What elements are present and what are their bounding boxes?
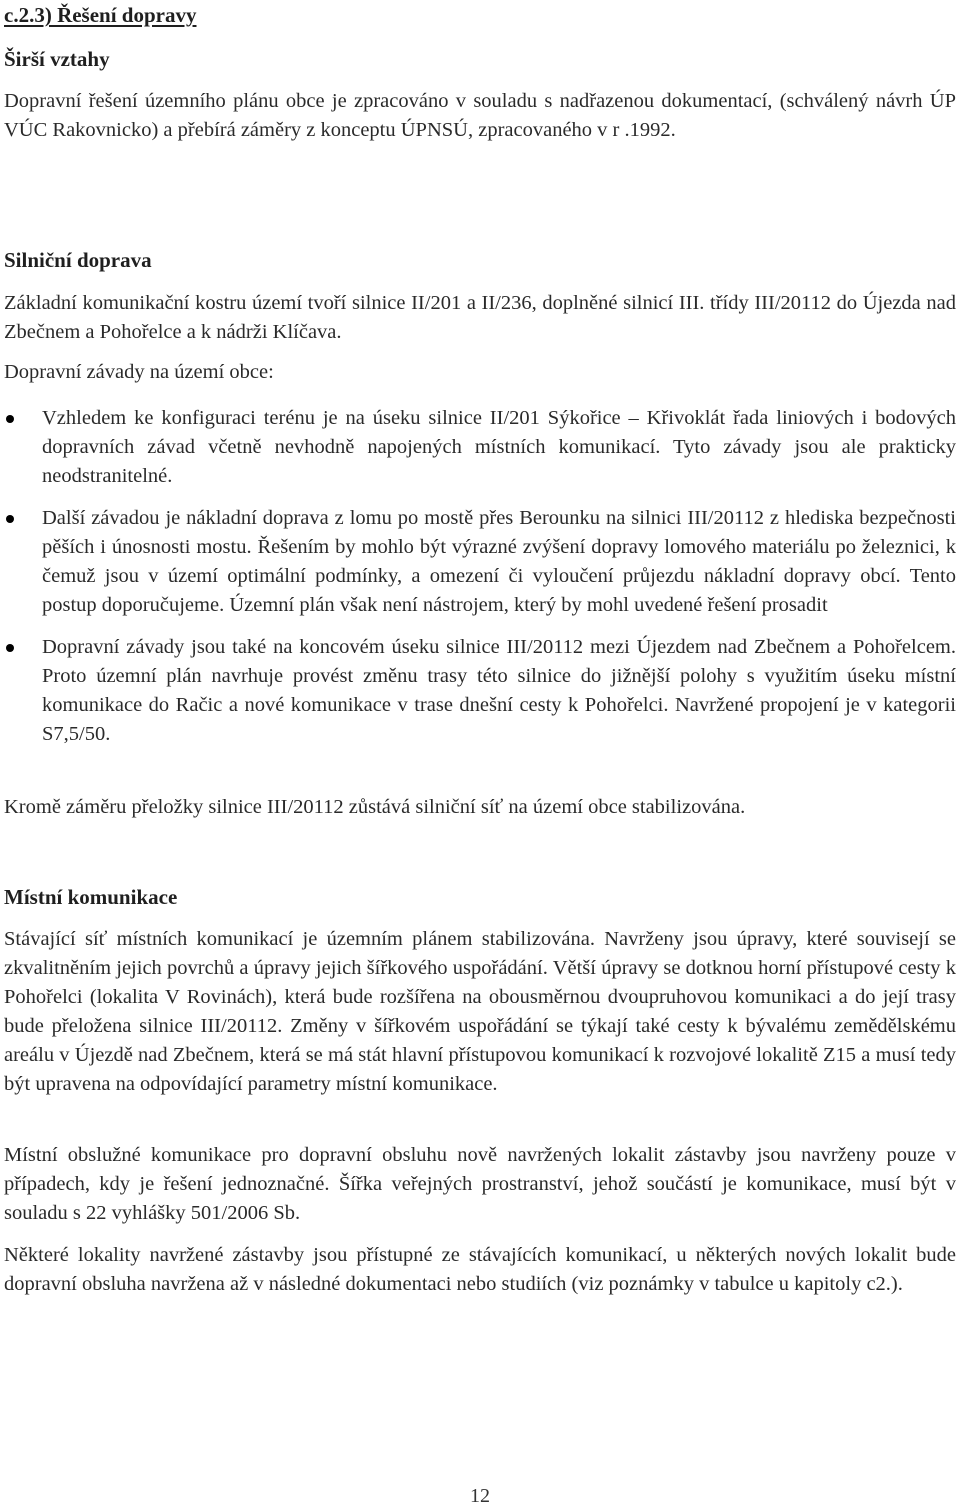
defects-list xyxy=(4,404,956,749)
road-transport-closing: Kromě záměru přeložky silnice III/20112 zůstává silniční síť na území obce stabilizována. xyxy=(4,796,746,818)
list-item xyxy=(4,504,956,620)
list-item xyxy=(4,404,956,491)
defects-label: Dopravní závady na území obce: xyxy=(4,361,274,383)
local-roads-paragraph-1: Stávající síť místních komunikací je územním plánem stabilizována. Navrženy jsou úpravy, které souvisejí se zkvalitněním jejich povrchů a úpravy jejich šířkového uspořádání. Větší úpravy se dotknou horní přístupové cesty k Pohořelci (lokalita V Rovinách), která bude rozšířena na obousměrnou dvoupruhovou komunikaci a do její trasy bude přeložena silnice III/20112. Změny v šířkovém uspořádání se týkají také cesty k bývalému zemědělskému areálu v Újezdě nad Zbečnem, která se má stát hlavní přístupovou komunikací k rozvojové lokalitě Z15 a musí tedy být upravena na odpovídající parametry místní komunikace. xyxy=(4,928,956,1095)
list-item xyxy=(4,633,956,749)
section-heading: c.2.3) Řešení dopravy xyxy=(4,3,197,27)
list-item-text: Dopravní závady jsou také na koncovém úseku silnice III/20112 mezi Újezdem nad Zbečnem a Pohořelcem. Proto územní plán navrhuje provést změnu trasy této silnice do jižnější polohy s využitím úseku místní komunikace do Račic a nové komunikace v trase dnešní cesty k Pohořelci. Navržené propojení je v kategorii S7,5/50. xyxy=(42,636,956,745)
bullet-icon xyxy=(6,515,14,523)
page-number: 12 xyxy=(470,1485,490,1507)
list-item-text: Další závadou je nákladní doprava z lomu po mostě přes Berounku na silnici III/20112 z hlediska bezpečnosti pěších i únosnosti mostu. Řešením by mohlo být výrazné zvýšení dopravy lomového materiálu po železnici, k čemuž jsou v území optimální podmínky, a omezení či vyloučení průjezdu nákladní dopravy obcí. Tento postup doporučujeme. Územní plán však není nástrojem, který by mohl uvedené řešení prosadit xyxy=(42,507,956,616)
road-transport-intro: Základní komunikační kostru území tvoří silnice II/201 a II/236, doplněné silnicí III. třídy III/20112 do Újezda nad Zbečnem a Pohořelce a k nádrži Klíčava. xyxy=(4,292,956,343)
local-roads-paragraph-2: Místní obslužné komunikace pro dopravní obsluhu nově navržených lokalit zástavby jsou navrženy pouze v případech, kdy je řešení jednoznačné. Šířka veřejných prostranství, jehož součástí je komunikace, musí být v souladu s 22 vyhlášky 501/2006 Sb. xyxy=(4,1144,956,1224)
list-item-text: Vzhledem ke konfiguraci terénu je na úseku silnice II/201 Sýkořice – Křivoklát řada liniových i bodových dopravních závad včetně nevhodně napojených místních komunikací. Tyto závady jsou ale prakticky neodstranitelné. xyxy=(42,407,956,487)
bullet-icon xyxy=(6,644,14,652)
local-roads-heading: Místní komunikace xyxy=(4,885,178,909)
wider-relations-heading: Širší vztahy xyxy=(4,47,110,71)
road-transport-heading: Silniční doprava xyxy=(4,248,152,272)
wider-relations-text: Dopravní řešení územního plánu obce je zpracováno v souladu s nadřazenou dokumentací, (schválený návrh ÚP VÚC Rakovnicko) a přebírá záměry z konceptu ÚPNSÚ, zpracovaného v r .1992. xyxy=(4,90,956,141)
bullet-icon xyxy=(6,415,14,423)
local-roads-paragraph-3: Některé lokality navržené zástavby jsou přístupné ze stávajících komunikací, u některých nových lokalit bude dopravní obsluha navržena až v následné dokumentaci nebo studiích (viz poznámky v tabulce u kapitoly c2.). xyxy=(4,1244,956,1295)
